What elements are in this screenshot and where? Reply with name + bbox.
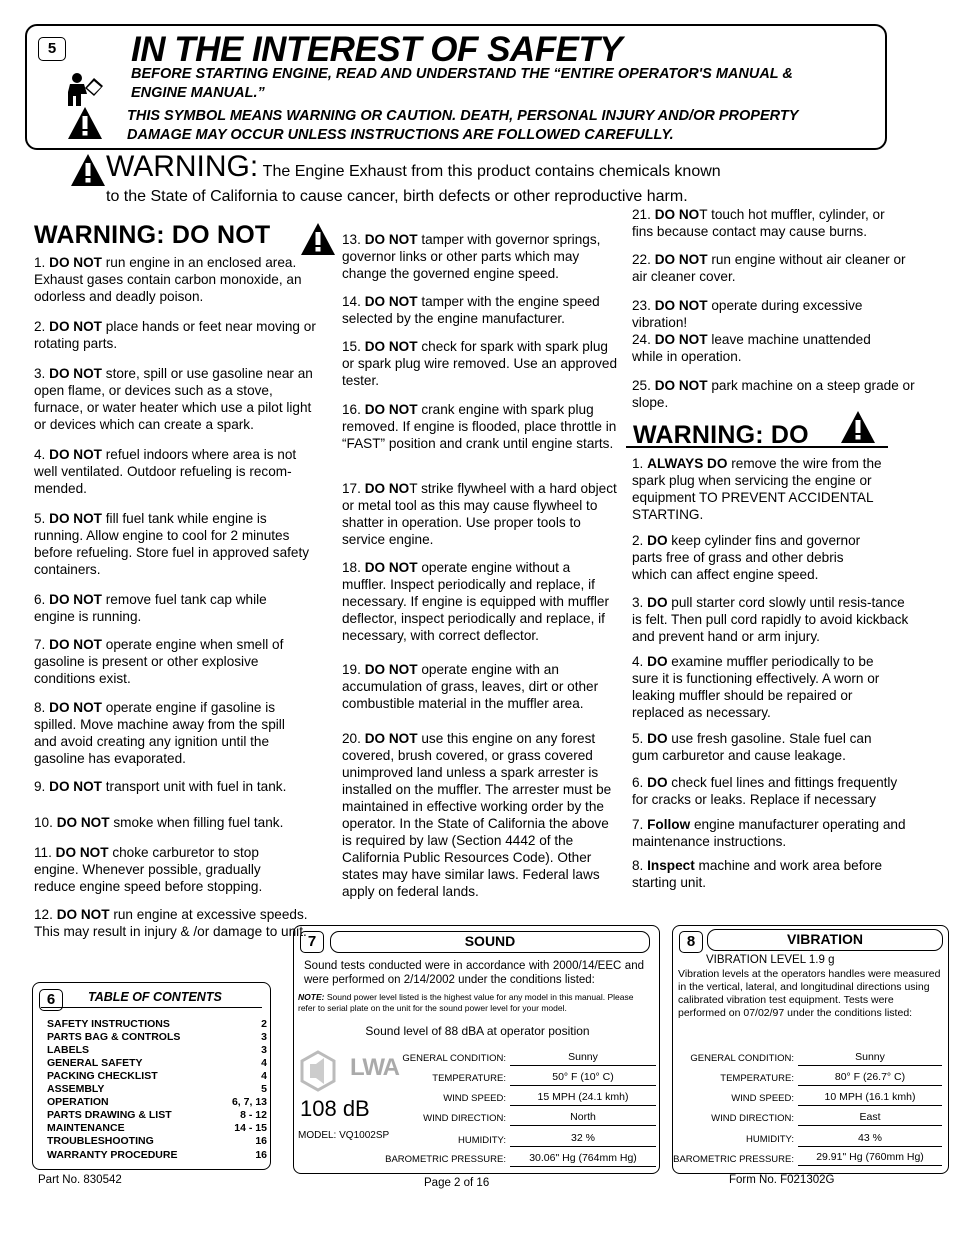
toc-box bbox=[32, 982, 271, 1170]
do-not-item: 23. DO NOT operate during excessive vibration! bbox=[632, 298, 863, 330]
do-not-item: 6. DO NOT remove fuel tank cap while engine is running. bbox=[34, 592, 267, 624]
do-item: 7. Follow engine manufacturer operating and maintenance instructions. bbox=[632, 817, 906, 849]
manual-notice-line2: ENGINE MANUAL.” bbox=[131, 85, 265, 101]
vibration-cond-label: WIND SPEED: bbox=[731, 1093, 794, 1104]
section-number: 8 bbox=[679, 931, 703, 953]
page-title: IN THE INTEREST OF SAFETY bbox=[131, 30, 623, 69]
do-not-item: 12. DO NOT run engine at excessive speeds. This may result in injury & /or damage to unit. bbox=[34, 907, 308, 939]
sound-cond-value: 50° F (10° C) bbox=[510, 1070, 656, 1086]
sound-level-text: Sound level of 88 dBA at operator position bbox=[365, 1024, 590, 1038]
symbol-notice-line2: DAMAGE MAY OCCUR UNLESS INSTRUCTIONS ARE FOLLOWED CAREFULLY. bbox=[127, 127, 674, 143]
prop65-warning-word: WARNING: bbox=[106, 150, 259, 183]
warning-triangle-icon bbox=[300, 222, 336, 256]
do-not-item: 11. DO NOT choke carburetor to stop engine. Whenever possible, gradually reduce engine speed before stopping. bbox=[34, 845, 263, 894]
prop65-warning bbox=[106, 150, 721, 184]
sound-title: SOUND bbox=[330, 931, 650, 953]
do-item: 4. DO examine muffler periodically to be sure it is functioning effectively. A worn or leaking muffler should be repaired or replaced as necessary. bbox=[632, 654, 880, 720]
do-not-item: 22. DO NOT run engine without air cleaner or air cleaner cover. bbox=[632, 252, 906, 284]
toc-row[interactable]: OPERATION 6, 7, 13 bbox=[47, 1096, 267, 1108]
toc-row[interactable]: LABELS 3 bbox=[47, 1044, 267, 1056]
vibration-intro: Vibration levels at the operators handles were measured in the vertical, lateral, and longitudinal directions using calibrated vibration test equipment. Tests were performed on 07/02/97 under the conditions listed: bbox=[678, 968, 941, 1019]
toc-title-rule bbox=[41, 1007, 262, 1008]
vibration-cond-label: HUMIDITY: bbox=[745, 1134, 794, 1145]
do-not-item: 3. DO NOT store, spill or use gasoline near an open flame, or devices such as a stove, furnace, or water heater which use a pilot light or devices which can create a spark. bbox=[34, 366, 313, 432]
sound-cond-label: WIND DIRECTION: bbox=[423, 1113, 506, 1124]
do-not-heading: WARNING: DO NOT bbox=[34, 221, 271, 249]
do-not-item: 17. DO NOT strike flywheel with a hard object or metal tool as this may cause flywheel to shatter in operation. Use proper tools to service engine. bbox=[342, 481, 617, 547]
toc-row[interactable]: TROUBLESHOOTING 16 bbox=[47, 1135, 267, 1147]
do-not-item: 10. DO NOT smoke when filling fuel tank. bbox=[34, 815, 284, 830]
sound-power-icon bbox=[300, 1050, 336, 1092]
warning-triangle-icon bbox=[840, 410, 876, 444]
do-not-item: 8. DO NOT operate engine if gasoline is spilled. Move machine away from the spill and avoid creating any ignition until the gasoline has evaporated. bbox=[34, 700, 285, 766]
vibration-cond-value: East bbox=[798, 1110, 942, 1126]
toc-title: TABLE OF CONTENTS bbox=[88, 990, 222, 1004]
vibration-cond-label: GENERAL CONDITION: bbox=[690, 1053, 794, 1064]
do-item: 6. DO check fuel lines and fittings frequently for cracks or leaks. Replace if necessary bbox=[632, 775, 898, 807]
do-not-item: 13. DO NOT tamper with governor springs, governor links or other parts which may change the governed engine speed. bbox=[342, 232, 601, 281]
toc-row[interactable]: SAFETY INSTRUCTIONS 2 bbox=[47, 1018, 267, 1030]
section-number: 6 bbox=[39, 989, 63, 1011]
do-not-item: 25. DO NOT park machine on a steep grade or slope. bbox=[632, 378, 915, 410]
prop65-text-line1: The Engine Exhaust from this product contains chemicals known bbox=[262, 163, 721, 180]
sound-model: MODEL: VQ1002SP bbox=[298, 1130, 390, 1141]
lwa-label: LWA bbox=[350, 1054, 399, 1081]
do-not-item: 18. DO NOT operate engine without a muffler. Inspect periodically and replace, if necessary. If engine is equipped with muffler deflector, inspect periodically and replace, if necessary, with correct deflector. bbox=[342, 560, 609, 643]
toc-row[interactable]: PACKING CHECKLIST 4 bbox=[47, 1070, 267, 1082]
sound-cond-label: HUMIDITY: bbox=[457, 1135, 506, 1146]
do-not-item: 14. DO NOT tamper with the engine speed selected by the engine manufacturer. bbox=[342, 294, 600, 326]
do-not-item: 15. DO NOT check for spark with spark plug or spark plug wire removed. Use an approved tester. bbox=[342, 339, 618, 388]
do-not-item: 9. DO NOT transport unit with fuel in tank. bbox=[34, 779, 287, 794]
section-number: 7 bbox=[300, 931, 324, 953]
symbol-notice-line1: THIS SYMBOL MEANS WARNING OR CAUTION. DEATH, PERSONAL INJURY AND/OR PROPERTY bbox=[127, 108, 799, 124]
toc-row[interactable]: PARTS DRAWING & LIST 8 - 12 bbox=[47, 1109, 267, 1121]
sound-cond-label: WIND SPEED: bbox=[443, 1093, 506, 1104]
sound-cond-value: 32 % bbox=[510, 1131, 656, 1147]
do-not-item: 4. DO NOT refuel indoors where area is not well ventilated. Outdoor refueling is recom-mended. bbox=[34, 447, 297, 496]
sound-cond-label: GENERAL CONDITION: bbox=[402, 1053, 506, 1064]
vibration-cond-value: 43 % bbox=[798, 1131, 942, 1147]
form-number: Form No. F021302G bbox=[729, 1174, 835, 1186]
do-not-item: 1. DO NOT run engine in an enclosed area. Exhaust gases contain carbon monoxide, an odorless and deadly poison. bbox=[34, 255, 302, 304]
sound-note: NOTE: Sound power level listed is the highest value for any model in this manual. Please refer to serial plate on the unit for the sound power level for your model. bbox=[298, 992, 634, 1013]
read-manual-icon bbox=[67, 72, 105, 108]
do-item: 2. DO keep cylinder fins and governor parts free of grass and other debris which can affect engine speed. bbox=[632, 533, 861, 582]
toc-row[interactable]: WARRANTY PROCEDURE 16 bbox=[47, 1149, 267, 1161]
sound-db: 108 dB bbox=[300, 1096, 370, 1121]
do-item: 5. DO use fresh gasoline. Stale fuel can gum carburetor and cause leakage. bbox=[632, 731, 872, 763]
sound-cond-value: North bbox=[510, 1110, 656, 1126]
warning-triangle-icon bbox=[67, 106, 103, 140]
do-not-item: 19. DO NOT operate engine with an accumulation of grass, leaves, dirt or other combustible material in the muffler area. bbox=[342, 662, 599, 711]
section-number: 5 bbox=[38, 37, 66, 61]
do-item: 3. DO pull starter cord slowly until resis-tance is felt. Then pull cord rapidly to avoid kickback and prevent hand or arm injury. bbox=[632, 595, 909, 644]
sound-cond-label: BAROMETRIC PRESSURE: bbox=[385, 1154, 506, 1165]
toc-row[interactable]: MAINTENANCE 14 - 15 bbox=[47, 1122, 267, 1134]
vibration-title: VIBRATION bbox=[707, 929, 943, 951]
sound-cond-value: 15 MPH (24.1 kmh) bbox=[510, 1090, 656, 1106]
do-not-item: 5. DO NOT fill fuel tank while engine is running. Allow engine to cool for 2 minutes before refueling. Store fuel in approved safety containers. bbox=[34, 511, 310, 577]
vibration-level: VIBRATION LEVEL 1.9 g bbox=[706, 954, 835, 966]
part-number: Part No. 830542 bbox=[38, 1174, 122, 1186]
sound-cond-label: TEMPERATURE: bbox=[432, 1073, 506, 1084]
toc-row[interactable]: PARTS BAG & CONTROLS 3 bbox=[47, 1031, 267, 1043]
vibration-cond-value: 10 MPH (16.1 kmh) bbox=[798, 1090, 942, 1106]
vibration-cond-label: BAROMETRIC PRESSURE: bbox=[673, 1154, 794, 1165]
vibration-box bbox=[672, 925, 949, 1174]
sound-box bbox=[293, 925, 660, 1174]
safety-header-box bbox=[25, 24, 887, 150]
do-not-item: 20. DO NOT use this engine on any forest covered, brush covered, or grass covered unimproved land unless a spark arrester is installed on the muffler. The arrester must be maintained in effective working order by the operator. In the State of California the above is required by law (Section 4442 of the California Public Resources Code). Other states may have similar laws. Federal laws apply on federal lands. bbox=[342, 731, 612, 899]
sound-intro: Sound tests conducted were in accordance with 2000/14/EEC and were performed on 2/14/2002 under the conditions listed: bbox=[304, 960, 644, 986]
do-not-item: 2. DO NOT place hands or feet near moving or rotating parts. bbox=[34, 319, 316, 351]
toc-row[interactable]: ASSEMBLY 5 bbox=[47, 1083, 267, 1095]
do-heading: WARNING: DO bbox=[633, 421, 809, 449]
do-not-item: 7. DO NOT operate engine when smell of gasoline is present or other explosive conditions exist. bbox=[34, 637, 284, 686]
do-not-item: 24. DO NOT leave machine unattended while in operation. bbox=[632, 332, 871, 364]
prop65-text-line2: to the State of California to cause cancer, birth defects or other reproductive harm. bbox=[106, 188, 688, 205]
manual-notice-line1: BEFORE STARTING ENGINE, READ AND UNDERSTAND THE “ENTIRE OPERATOR'S MANUAL & bbox=[131, 66, 793, 82]
vibration-cond-value: 29.91" Hg (760mm Hg) bbox=[798, 1150, 942, 1166]
vibration-cond-label: WIND DIRECTION: bbox=[711, 1113, 794, 1124]
do-item: 8. Inspect machine and work area before starting unit. bbox=[632, 858, 883, 890]
vibration-cond-value: Sunny bbox=[798, 1050, 942, 1066]
toc-row[interactable]: GENERAL SAFETY 4 bbox=[47, 1057, 267, 1069]
warning-triangle-icon bbox=[70, 153, 106, 187]
do-not-item: 16. DO NOT crank engine with spark plug removed. If engine is flooded, place throttle in “FAST” position and crank until engine starts. bbox=[342, 402, 617, 451]
vibration-cond-label: TEMPERATURE: bbox=[720, 1073, 794, 1084]
do-item: 1. ALWAYS DO remove the wire from the spark plug when servicing the engine or equipment TO PREVENT ACCIDENTAL STARTING. bbox=[632, 456, 882, 522]
vibration-cond-value: 80° F (26.7° C) bbox=[798, 1070, 942, 1086]
page-number: Page 2 of 16 bbox=[424, 1177, 490, 1189]
do-not-item: 21. DO NOT touch hot muffler, cylinder, or fins because contact may cause burns. bbox=[632, 207, 885, 239]
sound-cond-value: 30.06" Hg (764mm Hg) bbox=[510, 1151, 656, 1167]
sound-cond-value: Sunny bbox=[510, 1050, 656, 1066]
